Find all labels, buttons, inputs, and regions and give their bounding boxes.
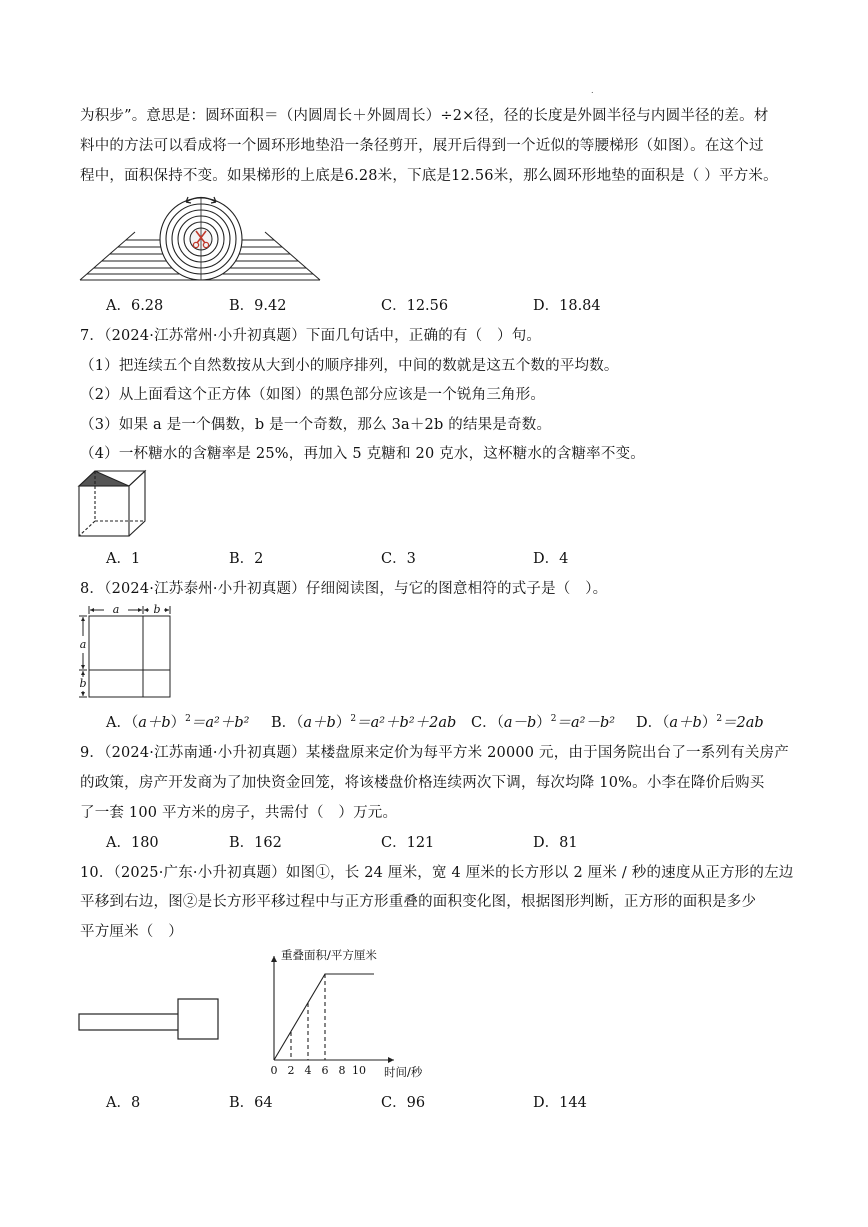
q8-stem: 8．（2024·江苏泰州·小升初真题）仔细阅读图，与它的图意相符的式子是（ ）。 bbox=[80, 581, 608, 597]
q7-option-a[interactable]: A．1 bbox=[106, 551, 141, 567]
x-tick-label: 2 bbox=[287, 1064, 295, 1077]
q6-text-line-2: 料中的方法可以看成将一个圆环形地垫沿一条径剪开，展开后得到一个近似的等腰梯形（如图）。在这个过 bbox=[80, 138, 764, 154]
q8-option-b[interactable]: B．$(a+b)^2=a^2+b^2+2ab$ bbox=[271, 714, 457, 731]
q9-text-line-1: 9．（2024·江苏南通·小升初真题）某楼盘原来定价为每平方米 20000 元，由于国务院出台了一系列有关房产 bbox=[80, 745, 789, 761]
q8-option-d[interactable]: D．$(a+b)^2=2ab$ bbox=[636, 714, 764, 731]
q7-stem: 7．（2024·江苏常州·小升初真题）下面几句话中，正确的有（ ）句。 bbox=[80, 328, 542, 344]
q8-label-b-left: b bbox=[79, 677, 87, 690]
q6-option-d[interactable]: D．18.84 bbox=[533, 298, 601, 314]
q7-option-d[interactable]: D．4 bbox=[533, 551, 569, 567]
q8-option-c[interactable]: C．$(a-b)^2=a^2-b^2$ bbox=[471, 714, 616, 731]
q6-option-c[interactable]: C．12.56 bbox=[381, 298, 449, 314]
q9-text-line-2: 的政策，房产开发商为了加快资金回笼，将该楼盘价格连续两次下调，每次均降 10%。小李在降价后购买 bbox=[80, 775, 765, 791]
q6-option-a[interactable]: A．6.28 bbox=[106, 298, 164, 314]
q10-option-b[interactable]: B．64 bbox=[229, 1095, 273, 1111]
overlap-area-line bbox=[274, 974, 374, 1060]
q10-figure-2-graph bbox=[262, 946, 442, 1080]
q10-text-line-3: 平方厘米（ ） bbox=[80, 924, 183, 940]
q7-option-c[interactable]: C．3 bbox=[381, 551, 416, 567]
x-tick-label: 8 bbox=[338, 1064, 346, 1077]
q6-text-line-1: 为积步”。意思是：圆环面积＝（内圆周长＋外圆周长）÷2×径，径的长度是外圆半径与内圆半径的差。材 bbox=[80, 108, 769, 124]
q10-option-d[interactable]: D．144 bbox=[533, 1095, 587, 1111]
x-tick-label: 10 bbox=[352, 1064, 366, 1077]
x-tick-label: 4 bbox=[304, 1064, 312, 1077]
q9-option-c[interactable]: C．121 bbox=[381, 835, 435, 851]
q7-cube-figure bbox=[78, 470, 158, 538]
q10-figure-1 bbox=[78, 998, 223, 1044]
q10-y-axis-label: 重叠面积/平方厘米 bbox=[281, 948, 377, 962]
q7-item-3: （3）如果 a 是一个偶数，b 是一个奇数，那么 3a＋2b 的结果是奇数。 bbox=[80, 417, 552, 433]
q8-square-figure bbox=[78, 603, 174, 699]
q9-option-d[interactable]: D．81 bbox=[533, 835, 578, 851]
q8-label-a-left: a bbox=[79, 638, 87, 651]
q6-option-b[interactable]: B．9.42 bbox=[229, 298, 287, 314]
x-tick-label: 6 bbox=[321, 1064, 329, 1077]
q10-option-c[interactable]: C．96 bbox=[381, 1095, 426, 1111]
q9-option-a[interactable]: A．180 bbox=[106, 835, 159, 851]
q10-x-axis-label: 时间/秒 bbox=[384, 1065, 423, 1079]
q6-text-line-3: 程中，面积保持不变。如果梯形的上底是6.28米，下底是12.56米，那么圆环形地垫的面积是（ ）平方米。 bbox=[80, 168, 778, 184]
q10-x-ticks bbox=[271, 1064, 367, 1077]
q10-text-line-2: 平移到右边，图②是长方形平移过程中与正方形重叠的面积变化图，根据图形判断，正方形的面积是多少 bbox=[80, 894, 757, 910]
q8-option-a[interactable]: A．$(a+b)^2=a^2+b^2$ bbox=[106, 714, 250, 731]
q7-item-4: （4）一杯糖水的含糖率是 25%，再加入 5 克糖和 20 克水，这杯糖水的含糖率不变。 bbox=[80, 446, 645, 462]
q7-item-1: （1）把连续五个自然数按从大到小的顺序排列，中间的数就是这五个数的平均数。 bbox=[80, 358, 619, 374]
q10-text-line-1: 10．（2025·广东·小升初真题）如图①，长 24 厘米，宽 4 厘米的长方形以 2 厘米 / 秒的速度从正方形的左边 bbox=[80, 865, 794, 881]
q7-option-b[interactable]: B．2 bbox=[229, 551, 264, 567]
q7-item-2: （2）从上面看这个正方体（如图）的黑色部分应该是一个锐角三角形。 bbox=[80, 387, 546, 403]
page-marker: . bbox=[591, 86, 594, 95]
q8-label-a-top: a bbox=[112, 603, 120, 616]
q10-option-a[interactable]: A．8 bbox=[106, 1095, 141, 1111]
q9-option-b[interactable]: B．162 bbox=[229, 835, 282, 851]
q6-ring-figure bbox=[80, 192, 320, 284]
x-tick-label: 0 bbox=[270, 1064, 278, 1077]
q8-label-b-top: b bbox=[153, 603, 161, 616]
q9-text-line-3: 了一套 100 平方米的房子，共需付（ ）万元。 bbox=[80, 805, 398, 821]
